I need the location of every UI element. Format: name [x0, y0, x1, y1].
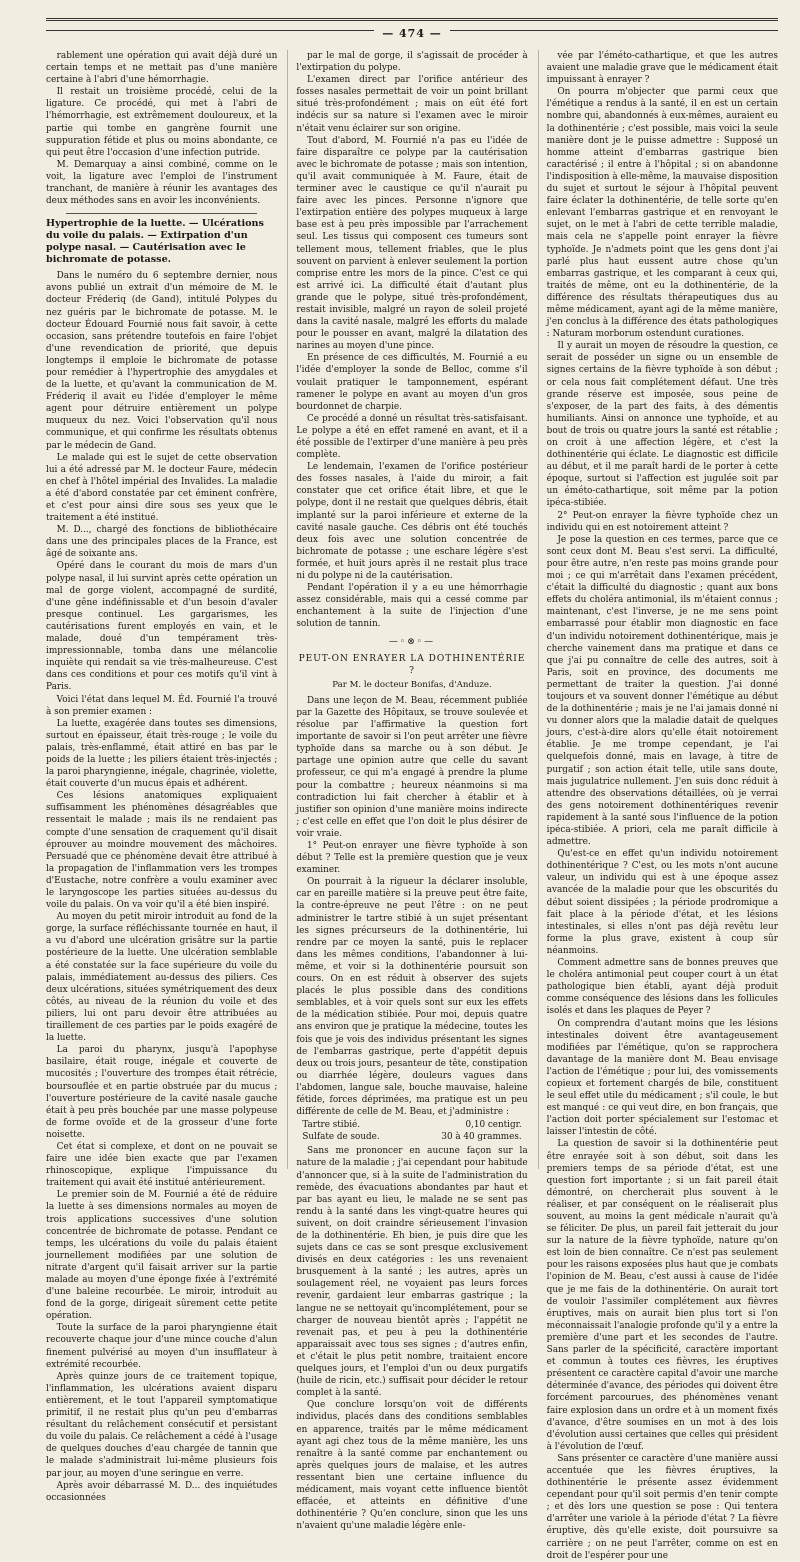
paragraph: Voici l'état dans lequel M. Éd. Fournié l'a trouvé à son premier examen :	[46, 694, 278, 717]
column-3	[538, 50, 778, 1561]
paragraph: vée par l'éméto-cathartique, et que les autres avaient une maladie grave que le médicament était impuissant à enrayer ?	[546, 51, 778, 86]
paragraph: Je pose la question en ces termes, parce que ce sont ceux dont M. Beau s'est servi. La difficulté, pour être autre, n'en reste pas moins grande pour moi ; ce qui m'arrêtait dans l'examen précédent, c'était la difficulté du diagnostic ; quant aux bons effets du choléra antimonial, ils m'étaient connus ; maintenant, c'est l'inverse, je ne me sens point embarrassé pour établir mon diagnostic en face d'un individu notoirement dothinentérique, mais je cherche vainement dans ma pratique et dans ce que j'ai pu connaître de celle des autres, soit à Paris, soit en province, des documents me permettant de traiter la question. J'ai donné toujours et va souvent donner l'émétique au début de la dothinentérie ; mais je ne l'ai jamais donné ni vu donner alors que la maladie datait de quelques jours, c'est-à-dire alors qu'elle était notoirement établie. Je me trompe cependant, je l'ai quelquefois donné, mais en lavage, à titre de purgatif ; son action était telle, utile sans doute, mais jugulatrice nullement. J'en suis donc réduit à attendre des observations détaillées, où je verrai des gens notoirement dothinentériques revenir rapidement à la santé sous l'influence de la potion ipéca-stibiée. A priori, cela me paraît difficile à admettre.	[546, 534, 778, 848]
drug-quantity: 0,10 centigr.	[465, 1120, 522, 1131]
paragraph: Qu'est-ce en effet qu'un individu notoirement dothinentérique ? C'est, ou les mots n'ont aucune valeur, un individu qui est à une époque assez avancée de la maladie pour que les obscurités du début soient dissipées ; la période prodromique a fait place à la période d'état, et les lésions intestinales, si elles n'ont pas déjà revêtu leur forme la plus grave, existent à coup sûr néanmoins.	[546, 849, 778, 956]
drug-name: Sulfate de soude.	[302, 1132, 380, 1143]
paragraph: Sans présenter ce caractère d'une manière aussi accentuée que les fièvres éruptives, la dothinentérie le présente assez évidemment cependant pour qu'il soit permis d'en tenir compte ; et dès lors une question se pose : Qui tentera d'arrêter une variole à la période d'état ? La fièvre éruptive, dès qu'elle existe, doit poursuivre sa carrière ; on ne peut l'arrêter, comme on est en droit de l'espérer pour une	[546, 1453, 778, 1561]
paragraph: On pourra m'objecter que parmi ceux que l'émétique a rendus à la santé, il en est un certain nombre qui, abandonnés à eux-mêmes, auraient eu la dothinentérie ; c'est possible, mais voici la seule manière dont je le puisse admettre : Supposé un homme atteint d'embarras gastrique bien caractérisé ; il entre à l'hôpital ; si on abandonne l'indisposition à elle-même, la mauvaise disposition du sujet et surtout le séjour à l'hôpital peuvent faire éclater la dothinentérie, de telle sorte qu'en enlevant l'embarras gastrique et en renvoyant le sujet, on le met à l'abri de cette terrible maladie, mais cela ne s'appelle point enrayer la fièvre typhoïde. Je n'admets point que les gens dont j'ai parlé plus haut eussent autre chose qu'un embarras gastrique, et les comparant à ceux qui, traités de même, ont eu la dothinentérie, de la différence des résultats thérapeutiques dus au même médicament, ayant agi de la même manière, j'en conclus à la différence des états pathologiques : Naturam morborum ostendunt curationes.	[546, 87, 778, 340]
paragraph: Il restait un troisième procédé, celui de la ligature. Ce procédé, qui met à l'abri de l'hémorrhagie, est extrêmement douloureux, et la partie qui tombe en gangrène fournit une suppuration fétide et plus ou moins abondante, ce qui peut être l'occasion d'une infection putride.	[46, 87, 278, 158]
paragraph: 1° Peut-on enrayer une fièvre typhoïde à son début ? Telle est la première question que je veux examiner.	[296, 841, 528, 876]
paragraph: par le mal de gorge, il s'agissait de procéder à l'extirpation du polype.	[296, 51, 528, 74]
article-title: PEUT-ON ENRAYER LA DOTHINENTÉRIE ?	[298, 653, 526, 676]
drug-name: Tartre stibié.	[302, 1120, 361, 1131]
paragraph: Cet état si complexe, et dont on ne pouvait se faire une idée bien exacte que par l'examen rhinoscopique, explique l'impuissance du traitement qui avait été institué antérieurement.	[46, 1141, 278, 1189]
section-ornament: —◦⊗◦—	[388, 636, 436, 647]
section-divider	[66, 213, 257, 214]
paragraph: On comprendra d'autant moins que les lésions intestinales doivent être avantageusement modifiées par l'émétique, qu'on se rapprochera davantage de la manière dont M. Beau envisage l'action de l'émétique ; pour lui, des vomissements copieux et fortement chargés de bile, constituent le seul effet utile du médicament ; s'il coule, le but est manqué : ce qui veut dire, en bon français, que l'action doit porter spécialement sur l'estomac et laisser l'intestin de côté.	[546, 1018, 778, 1138]
page-number: — 474 —	[374, 27, 450, 40]
paragraph: Comment admettre sans de bonnes preuves que le choléra antimonial peut couper court à un état pathologique bien établi, ayant déjà produit comme conséquence des lésions dans les follicules isolés et dans les plaques de Peyer ?	[546, 958, 778, 1017]
paragraph: La luette, exagérée dans toutes ses dimensions, surtout en épaisseur, était très-rouge ; le voile du palais, très-enflammé, était attiré en bas par le poids de la luette ; les piliers étaient très-injectés ; la paroi pharyngienne, inégale, chagrinée, violette, était couverte d'un mucus épais et adhérent.	[46, 718, 278, 790]
paragraph: Tout d'abord, M. Fournié n'a pas eu l'idée de faire disparaître ce polype par la cautérisation avec le bichromate de potasse ; mais son intention, qu'il avait communiquée à M. Faure, était de terminer avec le caustique ce qu'il n'aurait pu faire avec les pinces. Personne n'ignore que l'extirpation entière des polypes muqueux à large base est à peu près impossible par l'arrachement seul. Les tissus qui composent ces tumeurs sont tellement mous, tellement friables, que le plus souvent on parvient à enlever seulement la portion comprise entre les mors de la pince. C'est ce qui est arrivé ici. La difficulté était d'autant plus grande que le polype, situé très-profondément, restait invisible, malgré un rayon de soleil projeté dans la cavité nasale, malgré les efforts du malade pour le pousser en avant, malgré la dilatation des narines au moyen d'une pince.	[296, 135, 528, 352]
paragraph: Le lendemain, l'examen de l'orifice postérieur des fosses nasales, à l'aide du miroir, a fait constater que cet orifice était libre, et que le polype, dont il ne restait que quelques débris, était implanté sur la paroi inférieure et externe de la cavité nasale gauche. Ces débris ont été touchés deux fois avec une solution concentrée de bichromate de potasse ; une eschare légère s'est formée, et huit jours après il ne restait plus trace ni du polype ni de la cautérisation.	[296, 462, 528, 582]
paragraph: Après quinze jours de ce traitement topique, l'inflammation, les ulcérations avaient disparu entièrement, et le tout l'appareil symptomatique primitif, il ne restait plus qu'un peu d'embarras résultant du relâchement consécutif et persistant du voile du palais. Ce relâchement a cédé à l'usage de quelques douches d'eau chargée de tannin que le malade s'administrait lui-même plusieurs fois par jour, au moyen d'une seringue en verre.	[46, 1371, 278, 1479]
prescription-row	[296, 1131, 527, 1143]
paragraph: 2° Peut-on enrayer la fièvre typhoïde chez un individu qui en est notoirement atteint ?	[546, 510, 778, 533]
paragraph: Après avoir débarrassé M. D... des inquiétudes occasionnées	[46, 1480, 278, 1503]
paragraph: En présence de ces difficultés, M. Fournié a eu l'idée d'employer la sonde de Belloc, comme s'il voulait pratiquer le tamponnement, espérant ramener le polype en avant au moyen d'un gros bourdonnet de charpie.	[296, 353, 528, 412]
article-byline: Par M. le docteur Bonifas, d'Anduze.	[332, 679, 492, 690]
paragraph: Sans me prononcer en aucune façon sur la nature de la maladie ; j'ai cependant pour habitude d'annoncer que, si à la suite de l'administration du remède, des évacuations abondantes par haut et par bas ayant eu lieu, le malade ne se sent pas rendu à la santé dans les vingt-quatre heures qui suivent, on doit craindre sérieusement l'invasion de la dothinentérie. Eh bien, je puis dire que les sujets dans ce cas se sont presque exclusivement divisés en deux catégories : les uns revenaient brusquement à la santé ; les autres, après un soulagement réel, ne voyaient pas leurs forces revenir, gardaient leur embarras gastrique ; la langue ne se nettoyait qu'incomplétement, pour se charger de nouveau bientôt après ; l'appétit ne revenait pas, et peu à peu la dothinentérie apparaissait avec tous ses signes ; d'autres enfin, et c'était le plus petit nombre, traitaient encore quelques jours, et l'emploi d'un ou deux purgatifs (huile de ricin, etc.) suffisait pour décider le retour complet à la santé.	[296, 1146, 528, 1399]
paragraph: Dans le numéro du 6 septembre dernier, nous avons publié un extrait d'un mémoire de M. le docteur Fréderiq (de Gand), intitulé Polypes du nez guéris par le bichromate de potasse. M. le docteur Édouard Fournié nous fait savoir, à cette occasion, sans prétendre toutefois en faire l'objet d'une revendication de priorité, que depuis longtemps il emploie le bichromate de potasse pour remédier à l'hypertrophie des amygdales et de la luette, et qu'avant la communication de M. Fréderiq il avait eu l'idée d'employer le même agent pour détruire entièrement un polype muqueux du nez. Voici l'observation qu'il nous communique, et qui confirme les résultats obtenus par le médecin de Gand.	[46, 271, 278, 451]
paragraph: Le malade qui est le sujet de cette observation lui a été adressé par M. le docteur Faure, médecin en chef à l'hôtel impérial des Invalides. La maladie a été d'abord constatée par cet éminent confrère, et c'est pour ainsi dire sous ses yeux que le traitement a été institué.	[46, 452, 278, 524]
paragraph: La paroi du pharynx, jusqu'à l'apophyse basilaire, était rouge, inégale et couverte de mucosités ; l'ouverture des trompes était rétrécie, boursouflée et en partie obstruée par du mucus ; l'ouverture postérieure de la cavité nasale gauche était à peu près bouchée par une masse polypeuse de forme ovoïde et de la grosseur d'une forte noisette.	[46, 1045, 278, 1140]
prescription-table	[296, 1119, 527, 1143]
header-double-rule	[46, 18, 778, 21]
column-2	[287, 50, 528, 1532]
paragraph: Toute la surface de la paroi pharyngienne était recouverte chaque jour d'une mince couche d'alun finement pulvérisé au moyen d'un insufflateur à extrémité recourbée.	[46, 1323, 278, 1370]
paragraph: M. Demarquay a ainsi combiné, comme on le voit, la ligature avec l'emploi de l'instrument tranchant, de manière à réunir les avantages des deux méthodes sans en avoir les inconvénients.	[46, 159, 278, 207]
page-header	[46, 18, 778, 42]
column-1	[46, 50, 278, 1503]
paragraph: Ces lésions anatomiques expliquaient suffisamment les phénomènes désagréables que ressentait le malade ; mais ils ne rendaient pas compte d'une sensation de craquement qu'il disait éprouver au moindre mouvement des mâchoires. Persuadé que ce phénomène devait être attribué à la propagation de l'inflammation vers les trompes d'Eustache, notre confrère a voulu examiner avec le laryngoscope les parties situées au-dessus du voile du palais. On va voir qu'il a été bien inspiré.	[46, 791, 278, 911]
paragraph: Le premier soin de M. Fournié a été de réduire la luette à ses dimensions normales au moyen de trois applications successives d'une solution concentrée de bichromate de potasse. Pendant ce temps, les ulcérations du voile du palais étaient journellement modifiées par une solution de nitrate d'argent qu'il faisait arriver sur la partie malade au moyen d'une éponge fixée à l'extrémité d'une baleine recourbée. Le miroir, introduit au fond de la gorge, dirigeait sûrement cette petite opération.	[46, 1190, 278, 1322]
paragraph: M. D..., chargé des fonctions de bibliothécaire dans une des principales places de la France, est âgé de soixante ans.	[46, 525, 278, 560]
paragraph: Au moyen du petit miroir introduit au fond de la gorge, la surface réfléchissante tournée en haut, il a vu d'abord une ulcération grisâtre sur la partie postérieure de la luette. Une ulcération semblable a été constatée sur la face supérieure du voile du palais, immédiatement au-dessus des piliers. Ces deux ulcérations, situées symétriquement des deux côtés, au niveau de la réunion du voile et des piliers, lui ont paru devoir être attribuées au tiraillement de ces parties par le poids exagéré de la luette.	[46, 912, 278, 1044]
paragraph: La question de savoir si la dothinentérie peut être enrayée soit à son début, soit dans les premiers temps de sa période d'état, est une question fort importante ; si un fait pareil était démontré, on chercherait plus souvent à le réaliser, et par conséquent on le réaliserait plus souvent, au moins la gent médicale n'aurait qu'à se féliciter. De plus, un pareil fait jetterait du jour sur la nature de la fièvre typhoïde, nature qu'on est loin de bien connaître. Ce n'est pas seulement pour les raisons exposées plus haut que je combats l'opinion de M. Beau, c'est aussi à cause de l'idée que je me fais de la dothinentérie. On aurait tort de vouloir l'assimiler complétement aux fièvres éruptives, mais on aurait bien plus tort si l'on méconnaissait l'analogie profonde qu'il y a entre la première d'une part et les secondes de l'autre. Sans parler de la spécificité, caractère important et commun à toutes ces fièvres, les éruptives présentent ce caractère capital d'avoir une marche déterminée d'avance, des périodes qui doivent être forcément parcourues, des phénomènes venant faire explosion dans un ordre et à un moment fixés d'avance, d'être soumises en un mot à des lois d'évolution aussi certaines que celles qui président à l'évolution de l'œuf.	[546, 1139, 778, 1452]
text-columns	[46, 50, 778, 1561]
paragraph: L'examen direct par l'orifice antérieur des fosses nasales permettait de voir un point brillant situé très-profondément ; mais on eût été fort indécis sur sa nature si l'examen avec le miroir n'était venu éclairer sur son origine.	[296, 75, 528, 134]
paragraph: Pendant l'opération il y a eu une hémorrhagie assez considérable, mais qui a cessé comme par enchantement à la suite de l'injection d'une solution de tannin.	[296, 583, 528, 630]
paragraph: Il y aurait un moyen de résoudre la question, ce serait de posséder un signe ou un ensemble de signes certains de la fièvre typhoïde à son début ; or cela nous fait complétement défaut. Une très grande réserve est imposée, sous peine de s'exposer, de la part des faits, à des démentis humiliants. Ainsi on annonce une typhoïde, et au bout de trois ou quatre jours la santé est rétablie ; on croit à une affection légère, et c'est la dothinentérie qui éclate. Le diagnostic est difficile au début, et il me paraît hardi de le porter à cette époque, surtout si l'affection est jugulée soit par un éméto-cathartique, soit même par la potion ipéca-stibiée.	[546, 341, 778, 509]
paragraph: Dans une leçon de M. Beau, récemment publiée par la Gazette des Hôpitaux, se trouve soulevée et résolue par l'affirmative la question fort importante de savoir si l'on peut arrêter une fièvre typhoïde dans sa marche ou à son début. Je partage une opinion autre que celle du savant professeur, ce qui m'a engagé à prendre la plume pour la combattre ; heureux néanmoins si ma contradiction lui fait chercher à établir et à justifier son opinion d'une manière moins indirecte ; c'est celle en effet que l'on doit le plus désirer de voir vraie.	[296, 695, 528, 839]
paragraph: rablement une opération qui avait déjà duré un certain temps et ne mettait pas d'une manière certaine à l'abri d'une hémorrhagie.	[46, 51, 278, 86]
article-heading: Hypertrophie de la luette. — Ulcérations du voile du palais. — Extirpation d'un polype nasal. — Cautérisation avec le bichromate de potasse.	[46, 218, 264, 266]
drug-quantity: 30 à 40 grammes.	[441, 1132, 522, 1143]
prescription-row	[296, 1119, 527, 1131]
paragraph: Opéré dans le courant du mois de mars d'un polype nasal, il lui survint après cette opération un mal de gorge violent, accompagné de surdité, d'une gêne indéfinissable et d'un besoin d'avaler presque continuel. Les gargarismes, les cautérisations furent employés en vain, et le malade, doué d'un tempérament très-impressionnable, tomba dans une mélancolie inquiète qui rendait sa vie très-malheureuse. C'est dans ces conditions et pour ces motifs qu'il vint à Paris.	[46, 561, 278, 693]
paragraph: Ce procédé a donné un résultat très-satisfaisant. Le polype a été en effet ramené en avant, et il a été possible de l'extirper d'une manière à peu près complète.	[296, 413, 528, 461]
paragraph: Que conclure lorsqu'on voit de différents individus, placés dans des conditions semblables en apparence, traités par le même médicament ayant agi chez tous de la même manière, les uns renaître à la santé comme par enchantement ou après quelques jours de malaise, et les autres ressentant bien une certaine influence du médicament, mais voyant cette influence bientôt effacée, et atteints en définitive d'une dothinentérie ? Qu'en conclure, sinon que les uns n'avaient qu'une maladie légère enle-	[296, 1400, 528, 1532]
paragraph: On pourrait à la rigueur la déclarer insoluble, car en pareille matière si la preuve peut être faite, la contre-épreuve ne peut l'être : on ne peut administrer le tartre stibié à un sujet présentant les signes précurseurs de la dothinentérie, lui rendre par ce moyen la santé, puis le replacer dans les mêmes conditions, l'abandonner à lui-même, et voir si la dothinentérie poursuit son cours. On en est réduit à observer des sujets placés le plus possible dans des conditions semblables, et à voir quels sont sur eux les effets de la médication stibiée. Pour moi, depuis quatre ans environ que je pratique la médecine, toutes les fois que je vois des individus présentant les signes de l'embarras gastrique, perte d'appétit depuis deux ou trois jours, pesanteur de tête, constipation ou diarrhée légère, douleurs vagues dans l'abdomen, langue sale, bouche mauvaise, haleine fétide, forces déprimées, ma pratique est un peu différente de celle de M. Beau, et j'administre :	[296, 877, 528, 1118]
